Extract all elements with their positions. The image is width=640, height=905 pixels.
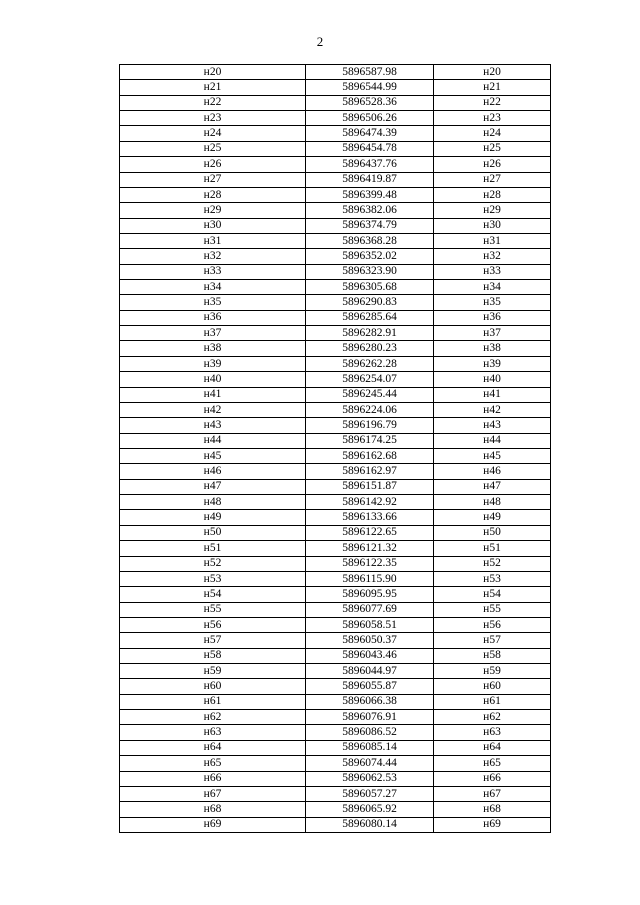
point-name-cell: н29 <box>434 203 551 218</box>
point-name-cell: н62 <box>120 710 306 725</box>
point-name-cell: н35 <box>434 295 551 310</box>
point-name-cell: н66 <box>434 771 551 786</box>
point-name-cell: н39 <box>120 356 306 371</box>
table-row <box>120 633 551 648</box>
table-row <box>120 756 551 771</box>
point-name-cell: н40 <box>434 372 551 387</box>
coordinate-cell: 5896066.38 <box>306 694 434 709</box>
table-row <box>120 694 551 709</box>
coordinate-cell: 5896151.87 <box>306 479 434 494</box>
point-name-cell: н26 <box>434 157 551 172</box>
coordinate-cell: 5896506.26 <box>306 111 434 126</box>
table-row <box>120 418 551 433</box>
point-name-cell: н64 <box>434 740 551 755</box>
point-name-cell: н20 <box>434 65 551 80</box>
point-name-cell: н26 <box>120 157 306 172</box>
table-row <box>120 203 551 218</box>
point-name-cell: н66 <box>120 771 306 786</box>
table-row <box>120 602 551 617</box>
point-name-cell: н52 <box>120 556 306 571</box>
coordinate-cell: 5896086.52 <box>306 725 434 740</box>
table-row <box>120 295 551 310</box>
point-name-cell: н57 <box>120 633 306 648</box>
table-row <box>120 218 551 233</box>
point-name-cell: н27 <box>434 172 551 187</box>
table-row <box>120 710 551 725</box>
point-name-cell: н68 <box>120 802 306 817</box>
table-row <box>120 786 551 801</box>
table-row <box>120 264 551 279</box>
point-name-cell: н42 <box>120 402 306 417</box>
point-name-cell: н69 <box>120 817 306 832</box>
point-name-cell: н22 <box>120 95 306 110</box>
table-row <box>120 510 551 525</box>
point-name-cell: н28 <box>434 187 551 202</box>
point-name-cell: н56 <box>434 617 551 632</box>
point-name-cell: н49 <box>120 510 306 525</box>
table-row <box>120 571 551 586</box>
point-name-cell: н50 <box>120 525 306 540</box>
point-name-cell: н60 <box>120 679 306 694</box>
point-name-cell: н25 <box>120 141 306 156</box>
coordinate-cell: 5896262.28 <box>306 356 434 371</box>
table-row <box>120 233 551 248</box>
coordinate-cell: 5896323.90 <box>306 264 434 279</box>
coordinates-table-body <box>120 65 551 833</box>
point-name-cell: н22 <box>434 95 551 110</box>
point-name-cell: н24 <box>434 126 551 141</box>
coordinate-cell: 5896282.91 <box>306 326 434 341</box>
coordinate-cell: 5896528.36 <box>306 95 434 110</box>
point-name-cell: н65 <box>120 756 306 771</box>
coordinate-cell: 5896474.39 <box>306 126 434 141</box>
point-name-cell: н38 <box>434 341 551 356</box>
table-row <box>120 433 551 448</box>
point-name-cell: н33 <box>120 264 306 279</box>
point-name-cell: н20 <box>120 65 306 80</box>
coordinate-cell: 5896062.53 <box>306 771 434 786</box>
point-name-cell: н38 <box>120 341 306 356</box>
point-name-cell: н46 <box>434 464 551 479</box>
point-name-cell: н51 <box>120 541 306 556</box>
table-row <box>120 141 551 156</box>
table-row <box>120 356 551 371</box>
point-name-cell: н69 <box>434 817 551 832</box>
point-name-cell: н23 <box>120 111 306 126</box>
coordinate-cell: 5896133.66 <box>306 510 434 525</box>
point-name-cell: н54 <box>120 587 306 602</box>
coordinate-cell: 5896587.98 <box>306 65 434 80</box>
point-name-cell: н31 <box>434 233 551 248</box>
table-row <box>120 525 551 540</box>
coordinate-cell: 5896419.87 <box>306 172 434 187</box>
point-name-cell: н36 <box>434 310 551 325</box>
table-row <box>120 664 551 679</box>
point-name-cell: н48 <box>434 495 551 510</box>
coordinates-table <box>119 64 551 833</box>
point-name-cell: н48 <box>120 495 306 510</box>
table-row <box>120 617 551 632</box>
table-row <box>120 280 551 295</box>
coordinate-cell: 5896050.37 <box>306 633 434 648</box>
point-name-cell: н56 <box>120 617 306 632</box>
table-row <box>120 556 551 571</box>
point-name-cell: н41 <box>434 387 551 402</box>
coordinate-cell: 5896065.92 <box>306 802 434 817</box>
coordinate-cell: 5896077.69 <box>306 602 434 617</box>
point-name-cell: н39 <box>434 356 551 371</box>
point-name-cell: н64 <box>120 740 306 755</box>
coordinate-cell: 5896437.76 <box>306 157 434 172</box>
point-name-cell: н60 <box>434 679 551 694</box>
point-name-cell: н32 <box>434 249 551 264</box>
coordinate-cell: 5896044.97 <box>306 664 434 679</box>
table-row <box>120 771 551 786</box>
table-row <box>120 479 551 494</box>
coordinate-cell: 5896121.32 <box>306 541 434 556</box>
table-row <box>120 817 551 832</box>
point-name-cell: н46 <box>120 464 306 479</box>
point-name-cell: н61 <box>120 694 306 709</box>
coordinate-cell: 5896399.48 <box>306 187 434 202</box>
coordinate-cell: 5896055.87 <box>306 679 434 694</box>
point-name-cell: н34 <box>120 280 306 295</box>
point-name-cell: н65 <box>434 756 551 771</box>
point-name-cell: н51 <box>434 541 551 556</box>
table-row <box>120 587 551 602</box>
point-name-cell: н55 <box>434 602 551 617</box>
coordinate-cell: 5896095.95 <box>306 587 434 602</box>
point-name-cell: н24 <box>120 126 306 141</box>
table-row <box>120 65 551 80</box>
point-name-cell: н42 <box>434 402 551 417</box>
point-name-cell: н37 <box>434 326 551 341</box>
point-name-cell: н43 <box>434 418 551 433</box>
point-name-cell: н41 <box>120 387 306 402</box>
point-name-cell: н57 <box>434 633 551 648</box>
table-row <box>120 326 551 341</box>
coordinate-cell: 5896544.99 <box>306 80 434 95</box>
table-row <box>120 126 551 141</box>
point-name-cell: н33 <box>434 264 551 279</box>
point-name-cell: н67 <box>434 786 551 801</box>
point-name-cell: н45 <box>120 448 306 463</box>
coordinate-cell: 5896076.91 <box>306 710 434 725</box>
coordinate-cell: 5896122.35 <box>306 556 434 571</box>
coordinate-cell: 5896196.79 <box>306 418 434 433</box>
table-row <box>120 648 551 663</box>
coordinate-cell: 5896285.64 <box>306 310 434 325</box>
table-row <box>120 541 551 556</box>
point-name-cell: н36 <box>120 310 306 325</box>
point-name-cell: н59 <box>434 664 551 679</box>
point-name-cell: н43 <box>120 418 306 433</box>
point-name-cell: н67 <box>120 786 306 801</box>
coordinate-cell: 5896454.78 <box>306 141 434 156</box>
point-name-cell: н68 <box>434 802 551 817</box>
coordinate-cell: 5896115.90 <box>306 571 434 586</box>
point-name-cell: н59 <box>120 664 306 679</box>
point-name-cell: н49 <box>434 510 551 525</box>
point-name-cell: н47 <box>434 479 551 494</box>
coordinate-cell: 5896280.23 <box>306 341 434 356</box>
coordinate-cell: 5896382.06 <box>306 203 434 218</box>
point-name-cell: н44 <box>434 433 551 448</box>
point-name-cell: н37 <box>120 326 306 341</box>
coordinate-cell: 5896122.65 <box>306 525 434 540</box>
coordinate-cell: 5896352.02 <box>306 249 434 264</box>
coordinate-cell: 5896142.92 <box>306 495 434 510</box>
page-number: 2 <box>316 34 324 49</box>
coordinate-cell: 5896174.25 <box>306 433 434 448</box>
point-name-cell: н21 <box>434 80 551 95</box>
point-name-cell: н54 <box>434 587 551 602</box>
point-name-cell: н35 <box>120 295 306 310</box>
point-name-cell: н63 <box>434 725 551 740</box>
point-name-cell: н29 <box>120 203 306 218</box>
coordinate-cell: 5896057.27 <box>306 786 434 801</box>
point-name-cell: н21 <box>120 80 306 95</box>
coordinate-cell: 5896368.28 <box>306 233 434 248</box>
table-row <box>120 111 551 126</box>
point-name-cell: н63 <box>120 725 306 740</box>
table-row <box>120 95 551 110</box>
point-name-cell: н53 <box>434 571 551 586</box>
coordinate-cell: 5896162.68 <box>306 448 434 463</box>
point-name-cell: н23 <box>434 111 551 126</box>
table-row <box>120 495 551 510</box>
table-row <box>120 448 551 463</box>
table-row <box>120 387 551 402</box>
point-name-cell: н62 <box>434 710 551 725</box>
point-name-cell: н53 <box>120 571 306 586</box>
point-name-cell: н28 <box>120 187 306 202</box>
table-row <box>120 310 551 325</box>
point-name-cell: н47 <box>120 479 306 494</box>
coordinate-cell: 5896245.44 <box>306 387 434 402</box>
table-row <box>120 172 551 187</box>
coordinate-cell: 5896162.97 <box>306 464 434 479</box>
point-name-cell: н32 <box>120 249 306 264</box>
point-name-cell: н58 <box>120 648 306 663</box>
table-row <box>120 249 551 264</box>
point-name-cell: н50 <box>434 525 551 540</box>
coordinate-cell: 5896290.83 <box>306 295 434 310</box>
coordinate-cell: 5896305.68 <box>306 280 434 295</box>
table-row <box>120 157 551 172</box>
point-name-cell: н30 <box>434 218 551 233</box>
point-name-cell: н61 <box>434 694 551 709</box>
coordinate-cell: 5896085.14 <box>306 740 434 755</box>
point-name-cell: н58 <box>434 648 551 663</box>
coordinate-cell: 5896080.14 <box>306 817 434 832</box>
table-row <box>120 187 551 202</box>
table-row <box>120 372 551 387</box>
point-name-cell: н52 <box>434 556 551 571</box>
table-row <box>120 802 551 817</box>
coordinate-cell: 5896074.44 <box>306 756 434 771</box>
table-row <box>120 679 551 694</box>
coordinate-cell: 5896224.06 <box>306 402 434 417</box>
point-name-cell: н45 <box>434 448 551 463</box>
point-name-cell: н25 <box>434 141 551 156</box>
table-row <box>120 725 551 740</box>
coordinate-cell: 5896043.46 <box>306 648 434 663</box>
table-row <box>120 341 551 356</box>
point-name-cell: н55 <box>120 602 306 617</box>
point-name-cell: н31 <box>120 233 306 248</box>
table-row <box>120 464 551 479</box>
table-row <box>120 402 551 417</box>
point-name-cell: н27 <box>120 172 306 187</box>
coordinate-cell: 5896254.07 <box>306 372 434 387</box>
point-name-cell: н34 <box>434 280 551 295</box>
coordinate-cell: 5896058.51 <box>306 617 434 632</box>
table-row <box>120 80 551 95</box>
table-row <box>120 740 551 755</box>
point-name-cell: н44 <box>120 433 306 448</box>
coordinate-cell: 5896374.79 <box>306 218 434 233</box>
point-name-cell: н30 <box>120 218 306 233</box>
point-name-cell: н40 <box>120 372 306 387</box>
